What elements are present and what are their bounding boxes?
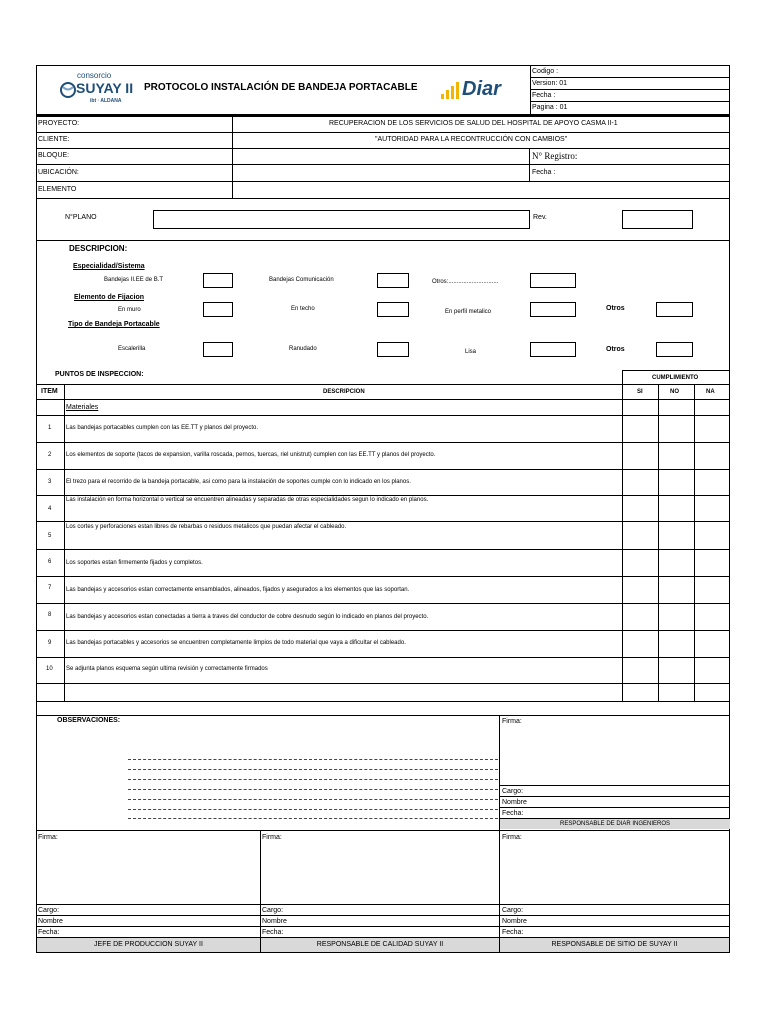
sitio-firma-label: Firma: (502, 834, 522, 841)
observaciones-title: OBSERVACIONES: (57, 717, 121, 724)
diar-responsable-label: RESPONSABLE DE DIAR INGENIEROS (559, 821, 671, 827)
jefe-cargo-label: Cargo: (38, 907, 60, 914)
diar-fecha-label: Fecha: (502, 810, 524, 817)
item-description: Los cortes y perforaciones estan libres de rebarbas o residuos metalicos que puedan afectar el cableado. (66, 524, 347, 530)
ranurado-label: Ranudado (289, 346, 317, 352)
escalerilla-check[interactable] (203, 342, 233, 357)
sitio-cargo-label: Cargo: (502, 907, 524, 914)
diar-text: Diar (462, 78, 501, 100)
item-number: 6 (48, 559, 52, 565)
elemento-label: ELEMENTO (38, 186, 77, 193)
diar-cargo-label: Cargo: (502, 788, 524, 795)
codigo-label: Codigo : (532, 68, 559, 75)
item-description: Las bandejas y accesorios estan conectadas a tierra a traves del conductor de cobre desnudo según lo indicado en planos del proyecto. (66, 614, 429, 620)
en-techo-label: En techo (291, 306, 315, 312)
fecha-header-label: Fecha : (532, 92, 556, 99)
observation-line[interactable] (128, 809, 498, 810)
registro-label: N° Registro: (532, 151, 578, 161)
en-perfil-check[interactable] (530, 302, 576, 317)
especialidad-title: Especialidad/Sistema (73, 263, 145, 270)
logo-suyay-text: SUYAY II (76, 80, 134, 96)
col-item-header: ITEM (41, 388, 58, 395)
plano-label: N°PLANO (65, 214, 97, 221)
col-desc-header: DESCRIPCION (323, 389, 365, 395)
observation-line[interactable] (128, 769, 498, 770)
item-description: Las bandejas y accesorios estan correctamente ensamblados, alineados, fijados y asegurados a los elementos que las soportan. (66, 587, 410, 593)
item-description: Las bandejas portacables cumplen con las EE.TT y planos del proyecto. (66, 425, 258, 431)
header (36, 65, 730, 114)
jefe-nombre-label: Nombre (38, 918, 63, 925)
bandejas-com-check[interactable] (377, 273, 409, 288)
globe-icon (60, 79, 76, 101)
calidad-cargo-label: Cargo: (262, 907, 284, 914)
col-no-header: NO (670, 389, 679, 395)
col-na-header: NA (706, 389, 715, 395)
proyecto-value: RECUPERACION DE LOS SERVICIOS DE SALUD DEL HOSPITAL DE APOYO CASMA II-1 (329, 120, 618, 127)
item-number: 3 (48, 479, 52, 485)
tipo-bandeja-title: Tipo de Bandeja Portacable (68, 321, 160, 328)
bloque-label: BLOQUE: (38, 152, 70, 159)
otros-tipo-check[interactable] (656, 342, 693, 357)
diar-bars-icon (440, 80, 462, 100)
item-description: Las bandejas portacables y accesorios se encuentren completamente limpios de todo material que vaya a dificultar el cableado. (66, 640, 406, 646)
item-number: 7 (48, 585, 52, 591)
fecha-info-label: Fecha : (532, 169, 556, 176)
rev-field[interactable] (622, 210, 693, 229)
bandejas-iiee-check[interactable] (203, 273, 233, 288)
otros-fijacion-check[interactable] (656, 302, 693, 317)
form-title: PROTOCOLO INSTALACIÓN DE BANDEJA PORTACABLE (144, 82, 418, 93)
version-label: Version: 01 (532, 80, 568, 87)
otros-tipo-label: Otros (606, 346, 625, 353)
descripcion-title: DESCRIPCION: (69, 244, 128, 253)
en-perfil-label: En perfil metalico (445, 309, 492, 315)
calidad-firma-label: Firma: (262, 834, 282, 841)
item-description: Se adjunta planos esquema según ultima revisión y correctamente firmados (66, 666, 268, 672)
logo-consorcio-text: consorcio (77, 71, 112, 80)
diar-firma-label: Firma: (502, 718, 522, 725)
responsable-calidad-label: RESPONSABLE DE CALIDAD SUYAY II (316, 941, 444, 948)
en-muro-check[interactable] (203, 302, 233, 317)
lisa-check[interactable] (530, 342, 576, 357)
observation-line[interactable] (128, 779, 498, 780)
lisa-label: Lisa (465, 349, 477, 355)
ranurado-check[interactable] (377, 342, 409, 357)
en-techo-check[interactable] (377, 302, 409, 317)
item-number: 5 (48, 533, 52, 539)
item-number: 4 (48, 506, 52, 512)
item-number: 9 (48, 640, 52, 646)
cliente-value: "AUTORIDAD PARA LA RECONTRUCCIÓN CON CAMBIOS" (375, 136, 568, 143)
consorcio-logo (60, 71, 142, 109)
cliente-label: CLIENTE: (38, 136, 70, 143)
col-si-header: SI (637, 389, 643, 395)
rev-label: Rev. (533, 214, 547, 221)
jefe-fecha-label: Fecha: (38, 929, 60, 936)
item-description: Los elementos de soporte (tacos de expansion, varilla roscada, pernos, tuercas, riel unistrut) cumplen con las EE.TT y planos del proyecto. (66, 452, 436, 458)
bandejas-iiee-label: Bandejas II.EE de B.T (104, 277, 164, 283)
item-number: 1 (48, 425, 52, 431)
otros-fijacion-label: Otros (606, 305, 625, 312)
observation-line[interactable] (128, 759, 498, 760)
jefe-firma-label: Firma: (38, 834, 58, 841)
diar-nombre-label: Nombre (502, 799, 527, 806)
otros-esp-check[interactable] (530, 273, 576, 288)
bandejas-com-label: Bandejas Comunicación (269, 277, 334, 283)
item-number: 8 (48, 612, 52, 618)
plano-field[interactable] (153, 210, 530, 229)
observation-line[interactable] (128, 799, 498, 800)
calidad-fecha-label: Fecha: (262, 929, 284, 936)
pagina-label: Pagina : 01 (532, 104, 568, 111)
inspeccion-title: PUNTOS DE INSPECCION: (55, 371, 144, 378)
ubicacion-label: UBICACIÓN: (38, 169, 79, 176)
fijacion-title: Elemento de Fijacion (74, 294, 145, 301)
calidad-nombre-label: Nombre (262, 918, 287, 925)
item-description: Las instalación en forma horizontal o vertical se encuentren alineadas y separadas de otras especialidades segun lo indicado en planos. (66, 497, 429, 503)
observation-line[interactable] (128, 789, 498, 790)
escalerilla-label: Escalerilla (118, 346, 146, 352)
en-muro-label: En muro (118, 307, 141, 313)
responsable-sitio-label: RESPONSABLE DE SITIO DE SUYAY II (551, 941, 678, 948)
otros-esp-label: Otros:.............................. (432, 279, 499, 285)
jefe-produccion-label: JEFE DE PRODUCCION SUYAY II (94, 941, 203, 948)
sitio-fecha-label: Fecha: (502, 929, 524, 936)
item-number: 10 (46, 666, 53, 672)
cumplimiento-label: CUMPLIMIENTO (652, 375, 699, 381)
diar-logo (440, 78, 522, 102)
observation-line[interactable] (128, 818, 498, 819)
item-number: 2 (48, 452, 52, 458)
proyecto-label: PROYECTO: (38, 120, 80, 127)
item-description: Los soportes estan firmemente fijados y completos. (66, 560, 203, 566)
materiales-label: Materiales (66, 404, 99, 411)
logo-partners-text: ibt · ALDANA (90, 98, 122, 104)
item-description: El trezo para el recorrido de la bandeja portacable, asi como para la instalación de soportes cumple con lo indicado en los planos. (66, 479, 411, 485)
sitio-nombre-label: Nombre (502, 918, 527, 925)
